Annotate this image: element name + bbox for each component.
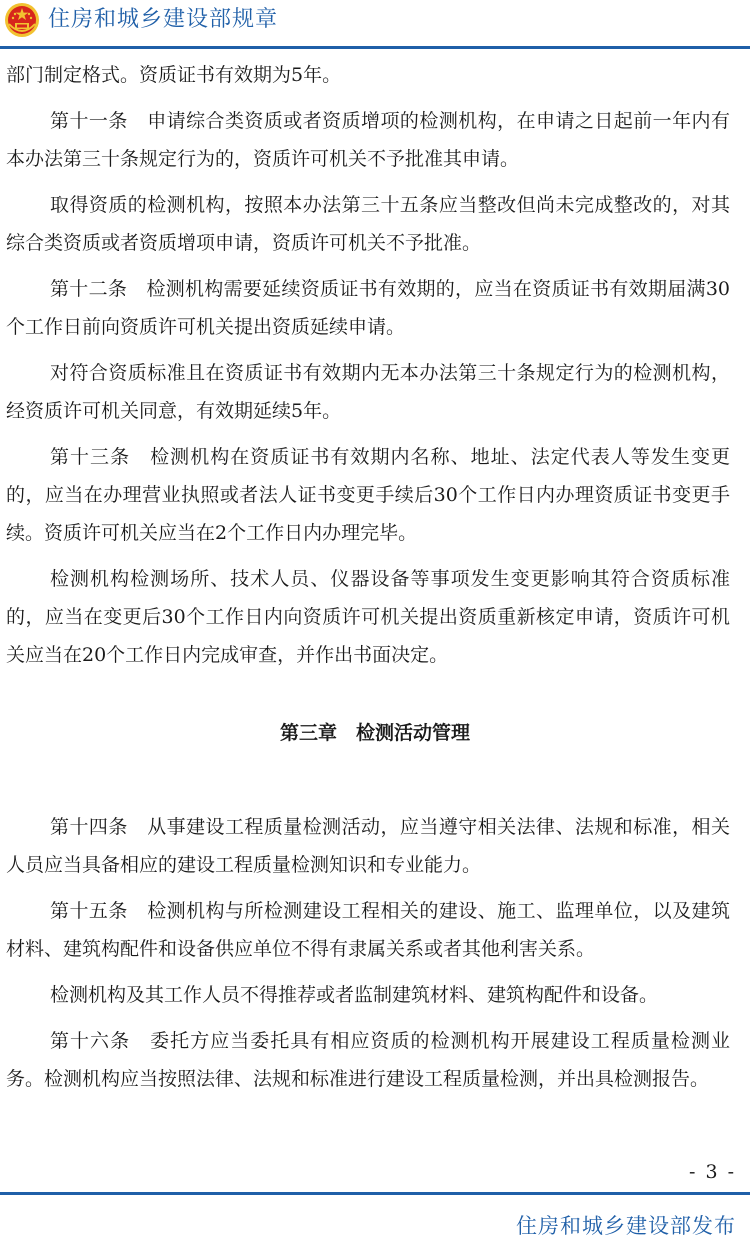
chapter-title: 第三章 检测活动管理 xyxy=(279,722,470,744)
article-15: 第十五条 检测机构与所检测建设工程相关的建设、施工、监理单位，以及建筑材料、建筑构配件和设备供应单位不得有隶属关系或者其他利害关系。 xyxy=(6,900,730,960)
article-11: 第十一条 申请综合类资质或者资质增项的检测机构，在申请之日起前一年内有本办法第三十条规定行为的，资质许可机关不予批准其申请。 xyxy=(6,110,730,170)
article-13-clause-2: 检测机构检测场所、技术人员、仪器设备等事项发生变更影响其符合资质标准的，应当在变更后30个工作日内向资质许可机关提出资质重新核定申请，资质许可机关应当在20个工作日内完成审查，并作出书面决定。 xyxy=(6,568,730,666)
footer-publisher: 住房和城乡建设部发布 xyxy=(516,1214,736,1238)
article-12: 第十二条 检测机构需要延续资质证书有效期的，应当在资质证书有效期届满30个工作日前向资质许可机关提出资质延续申请。 xyxy=(6,278,730,338)
article-16: 第十六条 委托方应当委托具有相应资质的检测机构开展建设工程质量检测业务。检测机构应当按照法律、法规和标准进行建设工程质量检测，并出具检测报告。 xyxy=(6,1030,730,1090)
document-body-upper xyxy=(6,56,730,674)
header-divider xyxy=(0,46,750,49)
document-body-lower xyxy=(6,808,730,1098)
header-title: 住房和城乡建设部规章 xyxy=(48,7,279,32)
article-15-clause-2: 检测机构及其工作人员不得推荐或者监制建筑材料、建筑构配件和设备。 xyxy=(50,984,659,1006)
page-header xyxy=(0,0,750,52)
article-12-clause-2: 对符合资质标准且在资质证书有效期内无本办法第三十条规定行为的检测机构，经资质许可机关同意，有效期延续5年。 xyxy=(6,362,730,422)
article-14: 第十四条 从事建设工程质量检测活动，应当遵守相关法律、法规和标准，相关人员应当具备相应的建设工程质量检测知识和专业能力。 xyxy=(6,816,730,876)
paragraph-continuation: 部门制定格式。资质证书有效期为5年。 xyxy=(6,64,342,86)
national-emblem-icon xyxy=(4,2,40,38)
page-number: - 3 - xyxy=(688,1161,736,1183)
footer-divider xyxy=(0,1192,750,1195)
article-13: 第十三条 检测机构在资质证书有效期内名称、地址、法定代表人等发生变更的，应当在办理营业执照或者法人证书变更手续后30个工作日内办理资质证书变更手续。资质许可机关应当在2个工作日内办理完毕。 xyxy=(6,446,730,544)
article-11-clause-2: 取得资质的检测机构，按照本办法第三十五条应当整改但尚未完成整改的，对其综合类资质或者资质增项申请，资质许可机关不予批准。 xyxy=(6,194,730,254)
